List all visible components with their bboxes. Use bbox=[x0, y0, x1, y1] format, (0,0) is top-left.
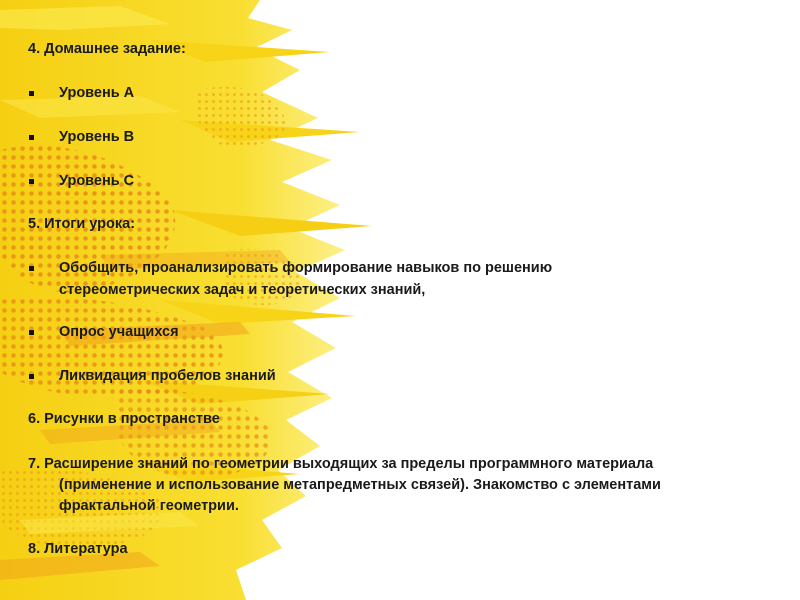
section-8-heading: 8. Литература bbox=[28, 541, 128, 557]
section-7-line-2: (применение и использование метапредметных связей). Знакомство с элементами bbox=[59, 477, 661, 493]
section-7-line-3: фрактальной геометрии. bbox=[59, 498, 239, 514]
list-item-level-c: Уровень С bbox=[59, 173, 135, 189]
bullet-marker bbox=[29, 266, 34, 271]
bullet-marker bbox=[29, 330, 34, 335]
list-item-gaps: Ликвидация пробелов знаний bbox=[59, 368, 276, 384]
bullet-marker bbox=[29, 91, 34, 96]
list-item-survey: Опрос учащихся bbox=[59, 324, 179, 340]
bullet-marker bbox=[29, 179, 34, 184]
list-item-level-b: Уровень В bbox=[59, 129, 135, 145]
section-5-heading: 5. Итоги урока: bbox=[28, 216, 136, 232]
bullet-marker bbox=[29, 374, 34, 379]
section-7-heading-line-1: 7. Расширение знаний по геометрии выходящих за пределы программного материала bbox=[28, 456, 654, 472]
list-item-level-a: Уровень А bbox=[59, 85, 135, 101]
section-4-heading: 4. Домашнее задание: bbox=[28, 41, 186, 57]
list-item-summary-line-2: стереометрических задач и теоретических знаний, bbox=[59, 282, 426, 298]
list-item-summary-line-1: Обобщить, проанализировать формирование навыков по решению bbox=[59, 260, 553, 276]
bullet-marker bbox=[29, 135, 34, 140]
section-6-heading: 6. Рисунки в пространстве bbox=[28, 411, 220, 427]
